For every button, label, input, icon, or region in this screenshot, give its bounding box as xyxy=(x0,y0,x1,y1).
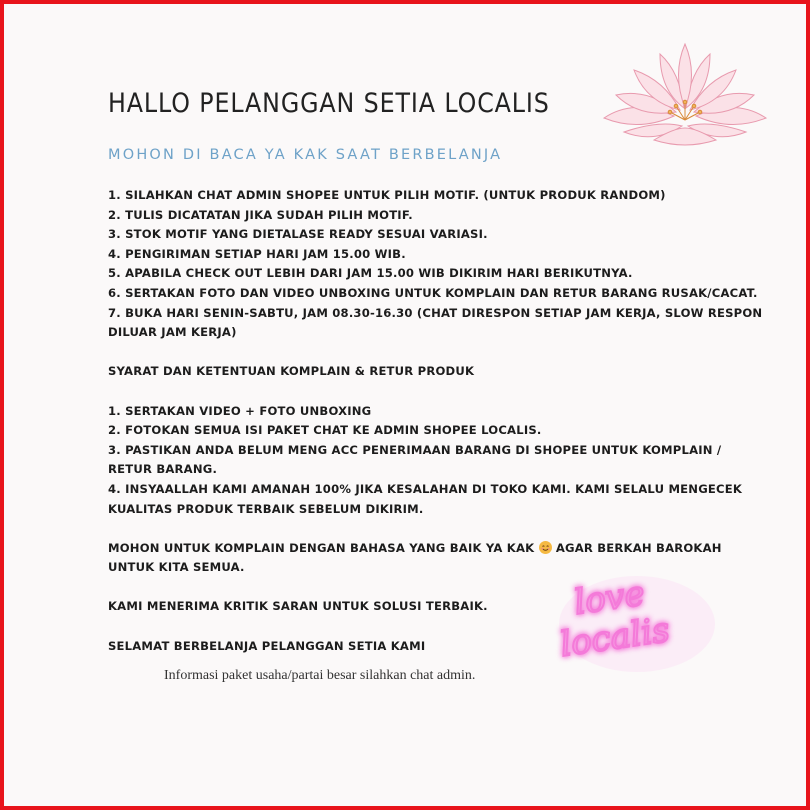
complaint-rule-item: 4. INSYAALLAH KAMI AMANAH 100% JIKA KESALAHAN DI TOKO KAMI. KAMI SELALU MENGECEK KUALITAS PRODUK TERBAIK SEBELUM DIKIRIM. xyxy=(108,481,743,516)
neon-line-2: localis xyxy=(557,610,673,665)
rule-item: 2. TULIS DICATATAN JIKA SUDAH PILIH MOTIF. xyxy=(108,207,413,222)
smiling-face-emoji-icon xyxy=(539,541,552,554)
rule-item: 1. SILAHKAN CHAT ADMIN SHOPEE UNTUK PILIH MOTIF. (UNTUK PRODUK RANDOM) xyxy=(108,188,666,202)
rule-item: 7. BUKA HARI SENIN-SABTU, JAM 08.30-16.30 (CHAT DIRESPON SETIAP JAM KERJA, SLOW RESPON DILUAR JAM KERJA) xyxy=(108,305,763,340)
footer-note: Informasi paket usaha/partai besar silahkan chat admin. xyxy=(164,668,476,683)
page-title: HALLO PELANGGAN SETIA LOCALIS xyxy=(108,88,550,119)
feedback-note: KAMI MENERIMA KRITIK SARAN UNTUK SOLUSI TERBAIK. xyxy=(108,599,488,614)
closing-note: SELAMAT BERBELANJA PELANGGAN SETIA KAMI xyxy=(108,638,426,653)
rule-item: 3. STOK MOTIF YANG DIETALASE READY SESUAI VARIASI. xyxy=(108,227,488,242)
complaint-rule-item: 1. SERTAKAN VIDEO + FOTO UNBOXING xyxy=(108,403,372,418)
complaint-rule-item: 3. PASTIKAN ANDA BELUM MENG ACC PENERIMAAN BARANG DI SHOPEE UNTUK KOMPLAIN / RETUR BARANG. xyxy=(108,442,722,477)
rule-item: 6. SERTAKAN FOTO DAN VIDEO UNBOXING UNTUK KOMPLAIN DAN RETUR BARANG RUSAK/CACAT. xyxy=(108,285,758,300)
page-subtitle: MOHON DI BACA YA KAK SAAT BERBELANJA xyxy=(108,147,503,163)
neon-line-1: love xyxy=(571,573,648,623)
polite-note-text-cont: AGAR BERKAH BAROKAH UNTUK KITA SEMUA. xyxy=(108,540,722,575)
complaint-heading: SYARAT DAN KETENTUAN KOMPLAIN & RETUR PRODUK xyxy=(108,364,475,379)
lotus-flower-icon xyxy=(594,40,776,152)
complaint-rule-item: 2. FOTOKAN SEMUA ISI PAKET CHAT KE ADMIN SHOPEE LOCALIS. xyxy=(108,423,542,438)
polite-note-text: MOHON UNTUK KOMPLAIN DENGAN BAHASA YANG BAIK YA KAK xyxy=(108,540,535,555)
rule-item: 4. PENGIRIMAN SETIAP HARI JAM 15.00 WIB. xyxy=(108,246,406,261)
rule-item: 5. APABILA CHECK OUT LEBIH DARI JAM 15.00 WIB DIKIRIM HARI BERIKUTNYA. xyxy=(108,266,633,281)
neon-love-localis-sign xyxy=(552,564,722,674)
